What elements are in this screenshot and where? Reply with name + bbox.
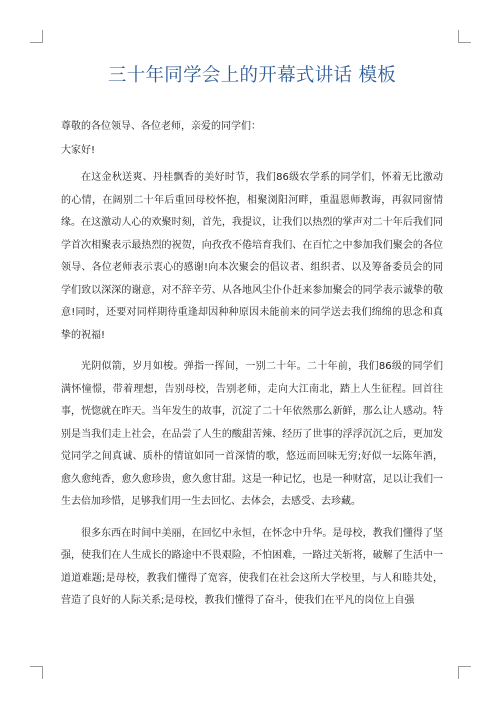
greeting: 大家好! [61, 145, 96, 156]
body-paragraph-2: 光阴似箭，岁月如梭。弹指一挥间，一别二十年。二十年前，我们86级的同学们满怀憧憬，带着理想，告别母校，告别老师，走向大江南北，踏上人生征程。回首往事，恍惚就在昨天。当年发生的故事，沉淀了二十年依然那么新鲜，那么让人感动。特别是当我们走上社会，在品尝了人生的酸甜苦辣、经历了世事的浮浮沉沉之后，更加发觉同学之间真诚、质朴的情谊如同一首深情的歌，悠远而回味无穷;好似一坛陈年酒，愈久愈纯香，愈久愈珍贵，愈久愈甘甜。这是一种记忆，也是一种财富，足以让我们一生去倍加珍惜，足够我们用一生去回忆、去体会，去感受、去珍藏。 [61, 361, 443, 507]
body-paragraph-1: 在这金秋送爽、丹桂飘香的美好时节，我们86级农学系的同学们，怀着无比激动的心情，在阔别二十年后重回母校怀抱，相聚浏阳河畔，重温恩师教诲，再叙同窗情缘。在这激动人心的欢聚时刻，首先，我提议，让我们以热烈的掌声对二十年后我们同学首次相聚表示最热烈的祝贺，向孜孜不倦培育我们、在百忙之中参加我们聚会的各位领导、各位老师表示衷心的感谢!向本次聚会的倡议者、组织者、以及筹备委员会的同学们致以深深的谢意，对不辞辛劳、从各地风尘仆仆赶来参加聚会的同学表示诚挚的敬意!同时，还要对同样期待重逢却因种种原因未能前来的同学送去我们绵绵的思念和真挚的祝福! [61, 172, 443, 341]
crop-mark-bottom-left [30, 666, 43, 679]
document-page [61, 64, 443, 613]
document-title: 三十年同学会上的开幕式讲话 模板 [107, 65, 397, 86]
crop-mark-top-right [458, 30, 471, 43]
crop-mark-bottom-right [458, 666, 471, 679]
crop-mark-top-left [30, 30, 43, 43]
body-paragraph-3: 很多东西在时间中美丽，在回忆中永恒，在怀念中升华。是母校，教我们懂得了坚强，使我们在人生成长的路途中不畏艰险，不怕困难，一路过关斩将，破解了生活中一道道难题;是母校，教我们懂得了宽容，使我们在社会这所大学校里，与人和睦共处，营造了良好的人际关系;是母校，教我们懂得了奋斗，使我们在平凡的岗位上自强 [61, 527, 443, 606]
salutation: 尊敬的各位领导、各位老师，亲爱的同学们： [61, 121, 261, 132]
